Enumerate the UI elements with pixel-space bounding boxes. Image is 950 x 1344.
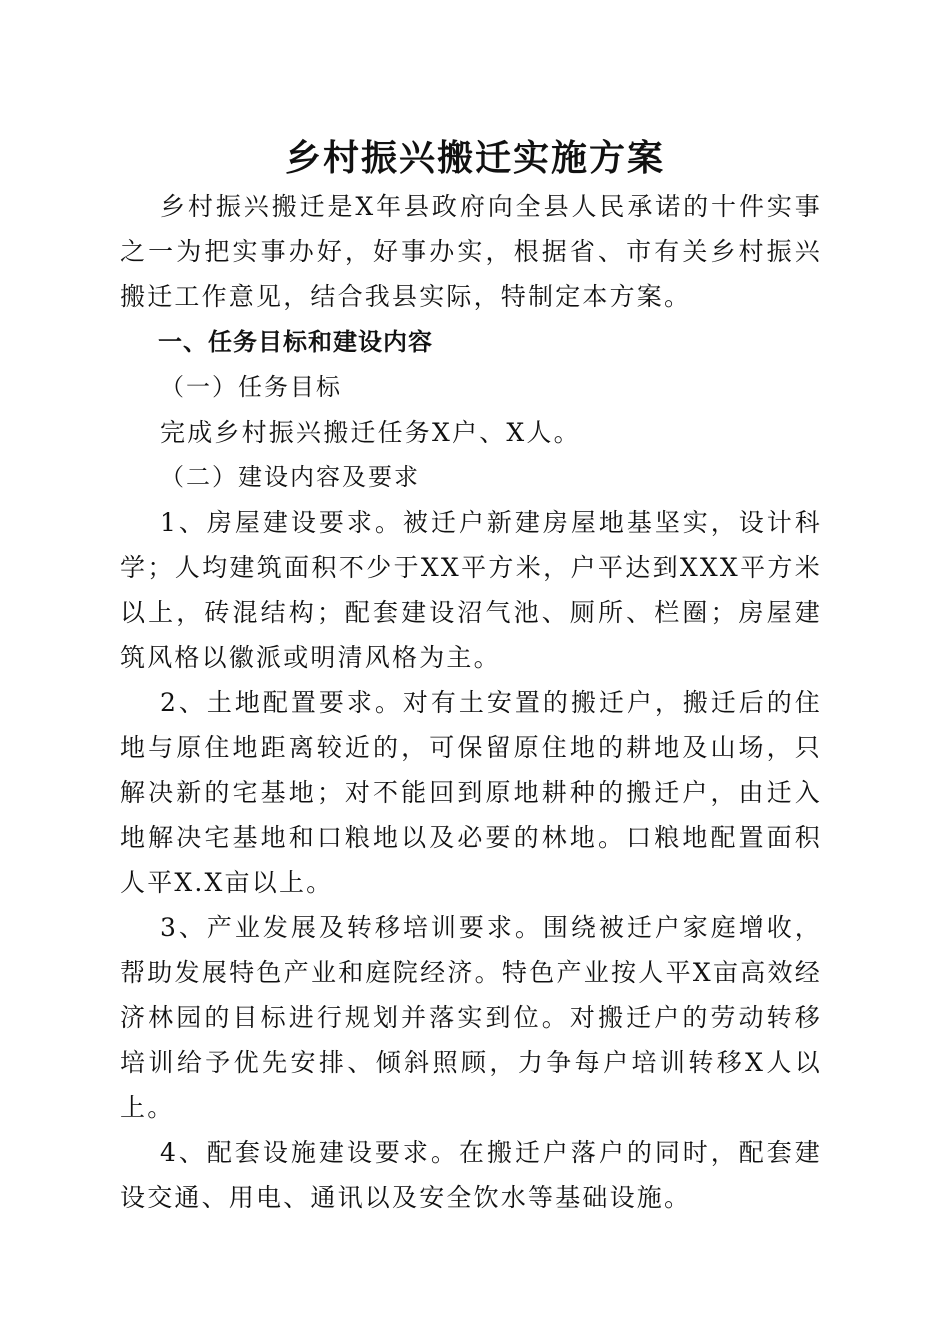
industry-requirement-paragraph: 3、产业发展及转移培训要求。围绕被迁户家庭增收，帮助发展特色产业和庭院经济。特色产业按人平X亩高效经济林园的目标进行规划并落实到位。对搬迁户的劳动转移培训给予优先安排、倾斜照顾，力争每户培训转移X人以上。 — [120, 913, 822, 1122]
task-goal-paragraph: 完成乡村振兴搬迁任务X户、X人。 — [160, 418, 581, 447]
intro-paragraph: 乡村振兴搬迁是X年县政府向全县人民承诺的十件实事之一为把实事办好，好事办实，根据省、市有关乡村振兴搬迁工作意见，结合我县实际，特制定本方案。 — [120, 192, 822, 311]
document-body — [120, 184, 822, 1220]
subsection-heading-task-goal: （一）任务目标 — [160, 373, 342, 401]
facilities-requirement-paragraph: 4、配套设施建设要求。在搬迁户落户的同时，配套建设交通、用电、通讯以及安全饮水等基础设施。 — [120, 1138, 822, 1212]
land-requirement-paragraph: 2、土地配置要求。对有土安置的搬迁户，搬迁后的住地与原住地距离较近的，可保留原住地的耕地及山场，只解决新的宅基地；对不能回到原地耕种的搬迁户，由迁入地解决宅基地和口粮地以及必要的林地。口粮地配置面积人平X.X亩以上。 — [120, 688, 822, 897]
housing-requirement-paragraph: 1、房屋建设要求。被迁户新建房屋地基坚实，设计科学；人均建筑面积不少于XX平方米，户平达到XXX平方米以上，砖混结构；配套建设沼气池、厕所、栏圈；房屋建筑风格以徽派或明清风格为主。 — [120, 508, 822, 672]
section-heading-1: 一、任务目标和建设内容 — [158, 328, 433, 356]
document-title: 乡村振兴搬迁实施方案 — [284, 138, 665, 179]
subsection-heading-construction: （二）建设内容及要求 — [160, 463, 420, 491]
